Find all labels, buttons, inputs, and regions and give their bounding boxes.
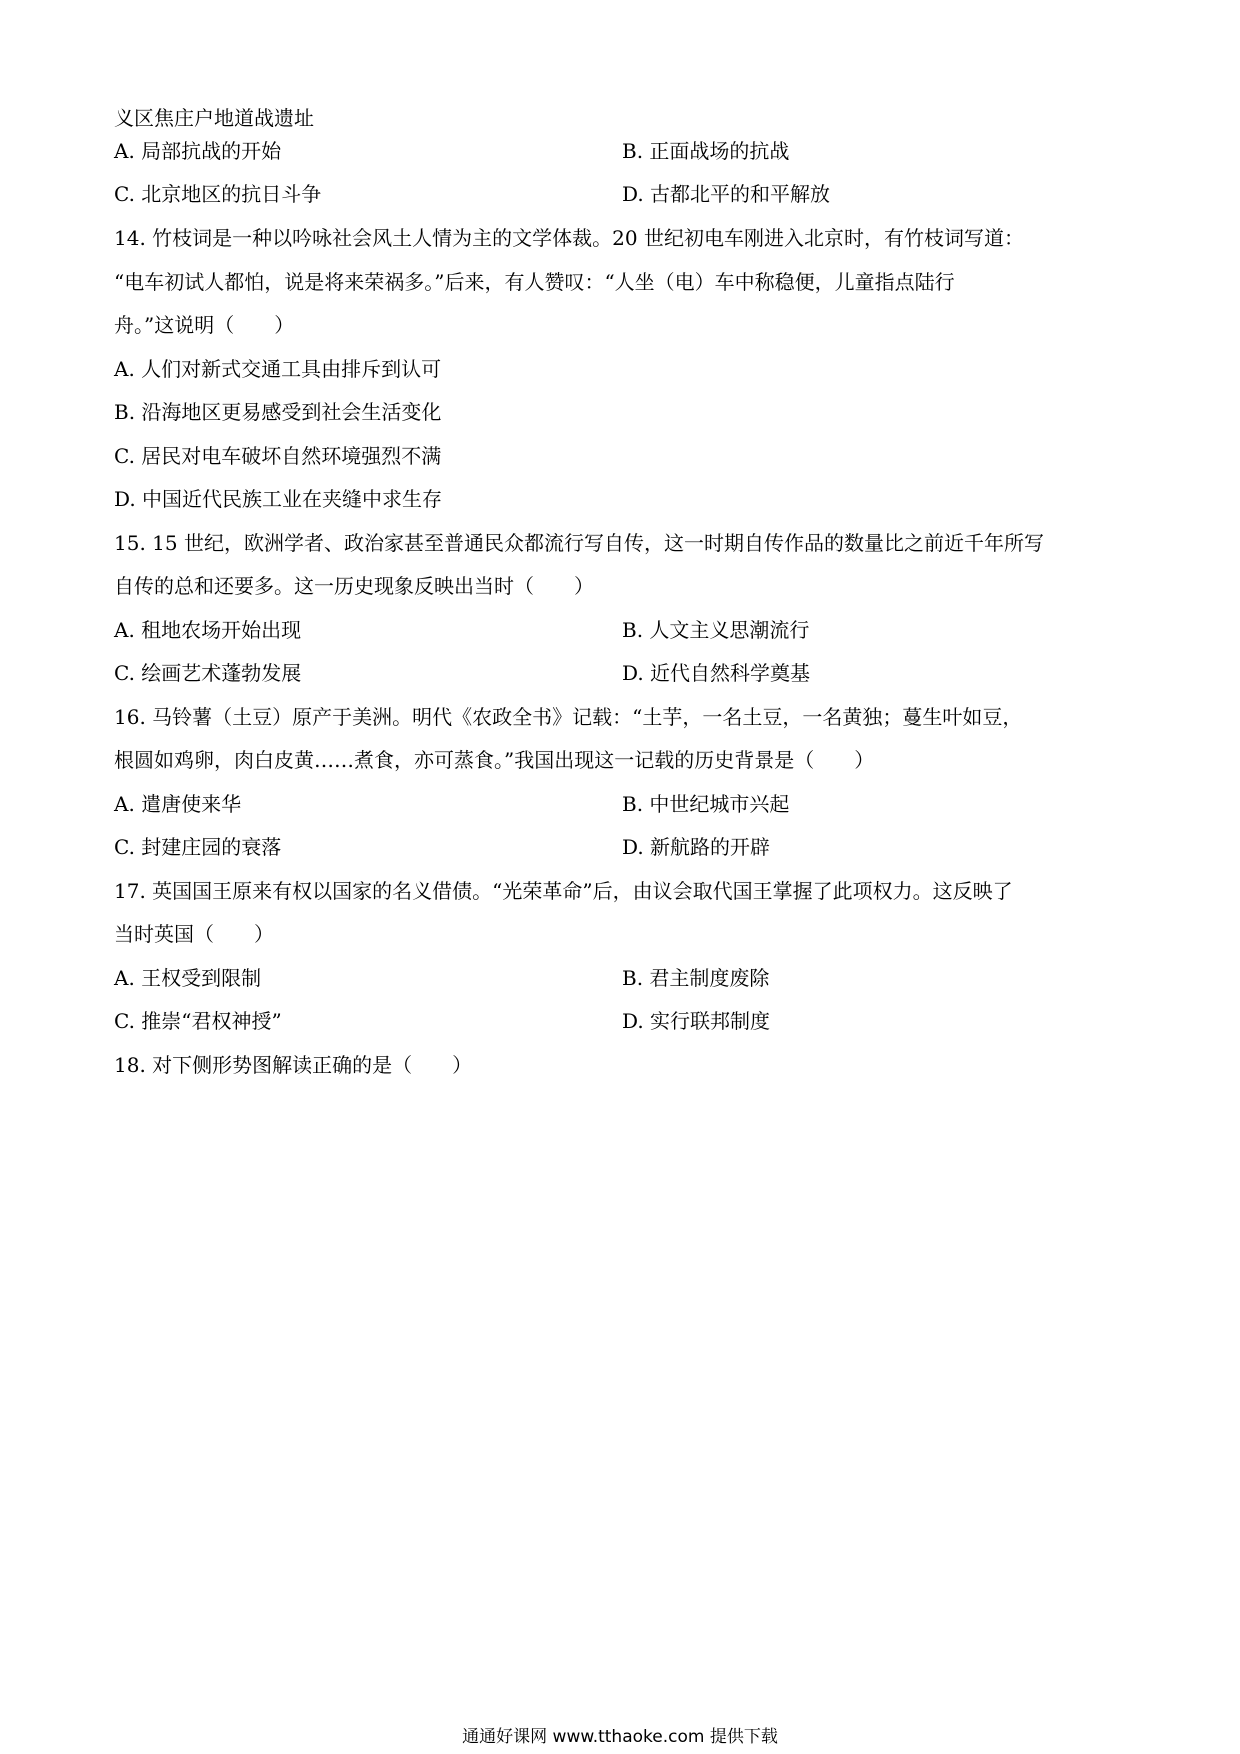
q16-stem-line1: 16. 马铃薯（土豆）原产于美洲。明代《农政全书》记载：“土芋，一名土豆，一名黄独；蔓生叶如豆， bbox=[114, 705, 1023, 729]
q14-stem-line1: 14. 竹枝词是一种以吟咏社会风土人情为主的文学体裁。20 世纪初电车刚进入北京时，有竹枝词写道： bbox=[114, 226, 1024, 250]
q14-option-b: B. 沿海地区更易感受到社会生活变化 bbox=[114, 400, 442, 424]
q15-option-d: D. 近代自然科学奠基 bbox=[622, 661, 811, 685]
q17-stem-line1: 17. 英国国王原来有权以国家的名义借债。“光荣革命”后，由议会取代国王掌握了此项权力。这反映了 bbox=[114, 879, 1013, 903]
q15-option-c: C. 绘画艺术蓬勃发展 bbox=[114, 661, 302, 685]
q14-option-a: A. 人们对新式交通工具由排斥到认可 bbox=[114, 357, 442, 381]
footer-text: 通通好课网 www.tthaoke.com 提供下载 bbox=[462, 1727, 778, 1747]
q17-option-c: C. 推崇“君权神授” bbox=[114, 1009, 282, 1033]
q14-stem-line3: 舟。”这说明（ ） bbox=[114, 313, 295, 337]
q13-option-c: C. 北京地区的抗日斗争 bbox=[114, 182, 322, 206]
q14-option-c: C. 居民对电车破坏自然环境强烈不满 bbox=[114, 444, 442, 468]
q16-option-d: D. 新航路的开辟 bbox=[622, 835, 771, 859]
continued-text: 义区焦庄户地道战遗址 bbox=[114, 106, 314, 130]
q14-option-d: D. 中国近代民族工业在夹缝中求生存 bbox=[114, 487, 443, 511]
q13-option-b: B. 正面战场的抗战 bbox=[622, 139, 790, 163]
q16-option-c: C. 封建庄园的衰落 bbox=[114, 835, 282, 859]
q15-stem-line1: 15. 15 世纪，欧洲学者、政治家甚至普通民众都流行写自传，这一时期自传作品的数量比之前近千年所写 bbox=[114, 531, 1044, 555]
q17-option-a: A. 王权受到限制 bbox=[114, 966, 262, 990]
q16-stem-line2: 根圆如鸡卵，肉白皮黄……煮食，亦可蒸食。”我国出现这一记载的历史背景是（ ） bbox=[114, 748, 875, 772]
q16-option-b: B. 中世纪城市兴起 bbox=[622, 792, 790, 816]
q17-option-b: B. 君主制度废除 bbox=[622, 966, 770, 990]
q15-stem-line2: 自传的总和还要多。这一历史现象反映出当时（ ） bbox=[114, 574, 594, 598]
q15-option-a: A. 租地农场开始出现 bbox=[114, 618, 302, 642]
q18-stem-line1: 18. 对下侧形势图解读正确的是（ ） bbox=[114, 1053, 473, 1077]
q13-option-a: A. 局部抗战的开始 bbox=[114, 139, 282, 163]
q15-option-b: B. 人文主义思潮流行 bbox=[622, 618, 810, 642]
q13-option-d: D. 古都北平的和平解放 bbox=[622, 182, 831, 206]
q17-option-d: D. 实行联邦制度 bbox=[622, 1009, 771, 1033]
q16-option-a: A. 遣唐使来华 bbox=[114, 792, 242, 816]
q17-stem-line2: 当时英国（ ） bbox=[114, 922, 274, 946]
q14-stem-line2: “电车初试人都怕，说是将来荣祸多。”后来，有人赞叹：“人坐（电）车中称稳便，儿童指点陆行 bbox=[114, 270, 955, 294]
